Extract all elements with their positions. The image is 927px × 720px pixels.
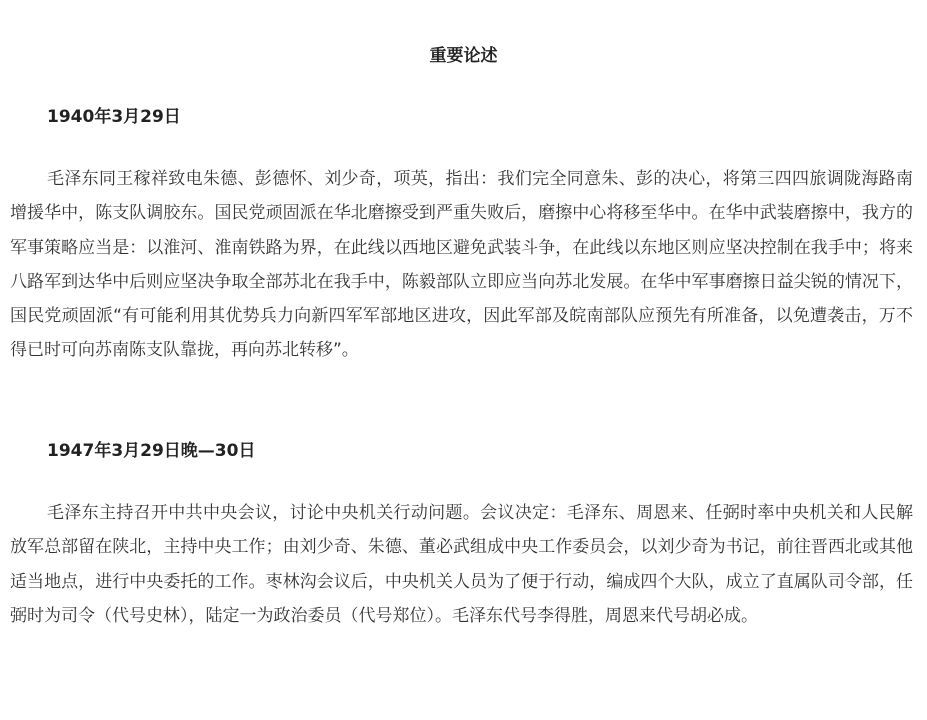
entry-date-1940: 1940年3月29日	[47, 107, 181, 127]
entry-date-1947: 1947年3月29日晚—30日	[47, 441, 256, 461]
entry-paragraph-1940: 毛泽东同王稼祥致电朱德、彭德怀、刘少奇，项英，指出：我们完全同意朱、彭的决心，将第三四四旅调陇海路南增援华中，陈支队调胶东。国民党顽固派在华北磨擦受到严重失败后，磨擦中心将移至华中。在华中武装磨擦中，我方的军事策略应当是：以淮河、淮南铁路为界，在此线以西地区避免武装斗争，在此线以东地区则应坚决控制在我手中；将来八路军到达华中后则应坚决争取全部苏北在我手中，陈毅部队立即应当向苏北发展。在华中军事磨擦日益尖锐的情况下，国民党顽固派“有可能利用其优势兵力向新四军军部地区进攻，因此军部及皖南部队应预先有所准备，以免遭袭击，万不得已时可向苏南陈支队靠拢，再向苏北转移”。	[10, 169, 913, 361]
entry-paragraph-1947: 毛泽东主持召开中共中央会议，讨论中央机关行动问题。会议决定：毛泽东、周恩来、任弼时率中央机关和人民解放军总部留在陕北，主持中央工作；由刘少奇、朱德、董必武组成中央工作委员会，以刘少奇为书记，前往晋西北或其他适当地点，进行中央委托的工作。枣林沟会议后，中央机关人员为了便于行动，编成四个大队，成立了直属队司令部，任弼时为司令（代号史林），陆定一为政治委员（代号郑位）。毛泽东代号李得胜，周恩来代号胡必成。	[10, 503, 913, 626]
article-title: 重要论述	[429, 46, 498, 66]
